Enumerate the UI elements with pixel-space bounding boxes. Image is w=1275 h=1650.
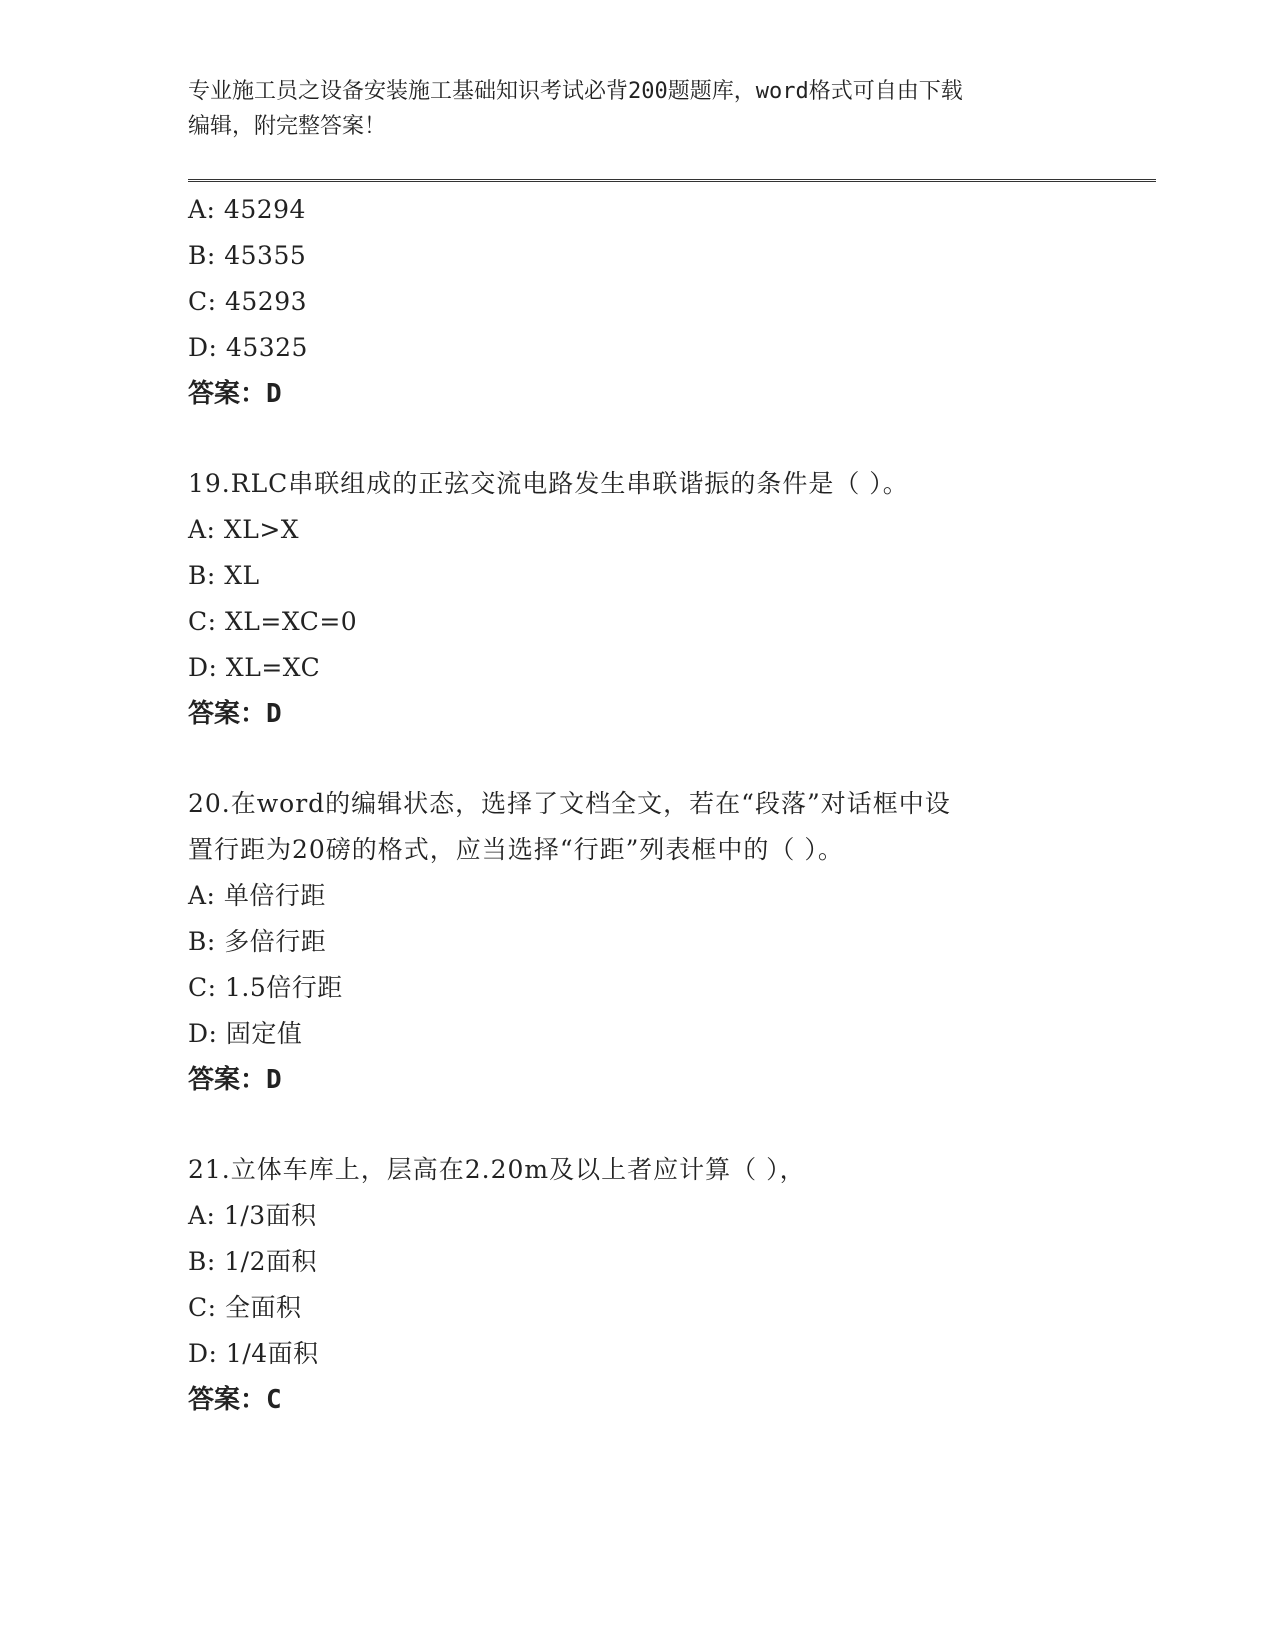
option-c: C: 45293 bbox=[188, 287, 308, 316]
header-divider bbox=[188, 179, 1156, 182]
question-21 bbox=[188, 1147, 1088, 1423]
option-a: A: 单倍行距 bbox=[188, 881, 326, 910]
option-b: B: XL bbox=[188, 561, 260, 590]
option-c: C: 全面积 bbox=[188, 1293, 302, 1322]
option-a: A: XL>X bbox=[188, 515, 300, 544]
option-a: A: 45294 bbox=[188, 195, 306, 224]
option-a: A: 1/3面积 bbox=[188, 1201, 317, 1230]
spacer bbox=[188, 1103, 1088, 1147]
question-20 bbox=[188, 781, 1088, 1103]
spacer bbox=[188, 417, 1088, 461]
header-line-1: 专业施工员之设备安装施工基础知识考试必背200题题库，word格式可自由下载 bbox=[188, 79, 963, 104]
answer: 答案：C bbox=[188, 1385, 282, 1415]
answer: 答案：D bbox=[188, 1065, 282, 1095]
document-header bbox=[188, 74, 1068, 144]
option-b: B: 1/2面积 bbox=[188, 1247, 317, 1276]
question-text-line-2: 置行距为20磅的格式，应当选择“行距”列表框中的（ ）。 bbox=[188, 835, 844, 864]
question-18 bbox=[188, 187, 1088, 417]
answer: 答案：D bbox=[188, 699, 282, 729]
question-text-line-1: 20.在word的编辑状态，选择了文档全文，若在“段落”对话框中设 bbox=[188, 789, 951, 818]
question-text: 21.立体车库上，层高在2.20m及以上者应计算（ ）， bbox=[188, 1155, 806, 1184]
answer: 答案：D bbox=[188, 379, 282, 409]
option-d: D: 45325 bbox=[188, 333, 308, 362]
option-b: B: 45355 bbox=[188, 241, 307, 270]
option-c: C: XL=XC=0 bbox=[188, 607, 358, 636]
option-d: D: 1/4面积 bbox=[188, 1339, 319, 1368]
header-line-2: 编辑，附完整答案！ bbox=[188, 114, 387, 139]
option-d: D: XL=XC bbox=[188, 653, 321, 682]
question-text: 19.RLC串联组成的正弦交流电路发生串联谐振的条件是（ ）。 bbox=[188, 469, 909, 498]
question-list bbox=[188, 187, 1088, 1423]
option-d: D: 固定值 bbox=[188, 1019, 303, 1048]
option-b: B: 多倍行距 bbox=[188, 927, 327, 956]
question-19 bbox=[188, 461, 1088, 737]
spacer bbox=[188, 737, 1088, 781]
option-c: C: 1.5倍行距 bbox=[188, 973, 343, 1002]
